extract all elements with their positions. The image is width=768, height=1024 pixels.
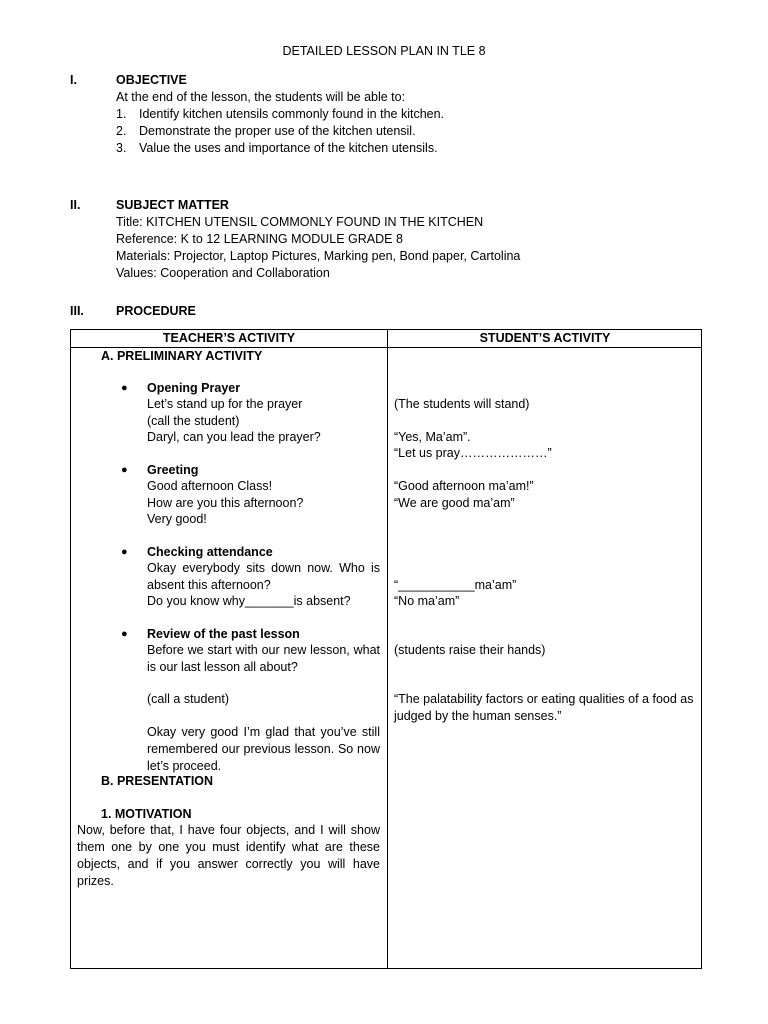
student-response: “Good afternoon ma’am!” <box>394 479 534 493</box>
objective-list <box>116 106 706 157</box>
procedure-numeral: III. <box>70 304 84 318</box>
subject-matter-numeral: II. <box>70 198 81 212</box>
objective-heading: OBJECTIVE <box>116 73 187 87</box>
bullet-icon: ● <box>121 546 128 558</box>
student-response: “No ma’am” <box>394 594 460 608</box>
bullet-icon: ● <box>121 464 128 476</box>
teacher-line: How are you this afternoon? <box>147 496 304 510</box>
motivation-text: Now, before that, I have four objects, and I will show them one by one you must identify what are these objects, and if you answer correctly you will have prizes. <box>77 823 380 888</box>
teacher-activity-header: TEACHER’S ACTIVITY <box>162 331 296 345</box>
teacher-line: Do you know why_______is absent? <box>147 594 351 608</box>
greeting-heading: Greeting <box>147 463 199 477</box>
teacher-line: Let’s stand up for the prayer <box>147 397 303 411</box>
objective-item <box>116 106 706 123</box>
objective-item <box>116 140 706 157</box>
student-response: “___________ma’am” <box>394 578 517 592</box>
teacher-line: (call the student) <box>147 414 240 428</box>
student-response: “Yes, Ma’am”. <box>394 430 471 444</box>
student-response: “We are good ma’am” <box>394 496 515 510</box>
objective-intro: At the end of the lesson, the students will be able to: <box>116 90 406 104</box>
teacher-line: Good afternoon Class! <box>147 479 273 493</box>
subject-title-line: Title: KITCHEN UTENSIL COMMONLY FOUND IN THE KITCHEN <box>116 215 484 229</box>
subject-reference-line: Reference: K to 12 LEARNING MODULE GRADE 8 <box>116 232 403 246</box>
procedure-table <box>70 329 702 969</box>
student-response: “Let us pray…………………” <box>394 446 552 460</box>
motivation-heading: 1. MOTIVATION <box>101 807 192 821</box>
objective-item <box>116 123 706 140</box>
preliminary-activity-heading: A. PRELIMINARY ACTIVITY <box>101 349 263 363</box>
document-title: DETAILED LESSON PLAN IN TLE 8 <box>282 44 486 58</box>
objective-item-text: Value the uses and importance of the kitchen utensils. <box>139 141 438 155</box>
objective-item-number: 1. <box>116 107 127 121</box>
objective-numeral: I. <box>70 73 77 87</box>
objective-item-number: 3. <box>116 141 127 155</box>
teacher-line: Before we start with our new lesson, what is our last lesson all about? <box>147 643 380 674</box>
subject-matter-body <box>116 197 706 282</box>
column-divider <box>387 330 388 968</box>
opening-prayer-heading: Opening Prayer <box>147 381 241 395</box>
procedure-heading: PROCEDURE <box>116 304 196 318</box>
teacher-line: (call a student) <box>147 692 229 706</box>
teacher-line: Daryl, can you lead the prayer? <box>147 430 321 444</box>
subject-values-line: Values: Cooperation and Collaboration <box>116 266 330 280</box>
student-response: “The palatability factors or eating qualities of a food as judged by the human senses.” <box>394 692 694 723</box>
objective-item-number: 2. <box>116 124 127 138</box>
presentation-heading: B. PRESENTATION <box>101 774 214 788</box>
teacher-line: Okay everybody sits down now. Who is absent this afternoon? <box>147 561 380 592</box>
subject-materials-line: Materials: Projector, Laptop Pictures, Marking pen, Bond paper, Cartolina <box>116 249 521 263</box>
student-activity-header: STUDENT’S ACTIVITY <box>479 331 611 345</box>
student-response: (students raise their hands) <box>394 643 546 657</box>
review-heading: Review of the past lesson <box>147 627 300 641</box>
subject-matter-heading: SUBJECT MATTER <box>116 198 229 212</box>
bullet-icon: ● <box>121 628 128 640</box>
student-response: (The students will stand) <box>394 397 530 411</box>
teacher-line: Very good! <box>147 512 207 526</box>
objective-body <box>116 72 706 157</box>
objective-item-text: Demonstrate the proper use of the kitchen utensil. <box>139 124 416 138</box>
objective-item-text: Identify kitchen utensils commonly found in the kitchen. <box>139 107 445 121</box>
attendance-heading: Checking attendance <box>147 545 273 559</box>
teacher-line: Okay very good I’m glad that you’ve still remembered our previous lesson. So now let’s proceed. <box>147 725 380 773</box>
bullet-icon: ● <box>121 382 128 394</box>
